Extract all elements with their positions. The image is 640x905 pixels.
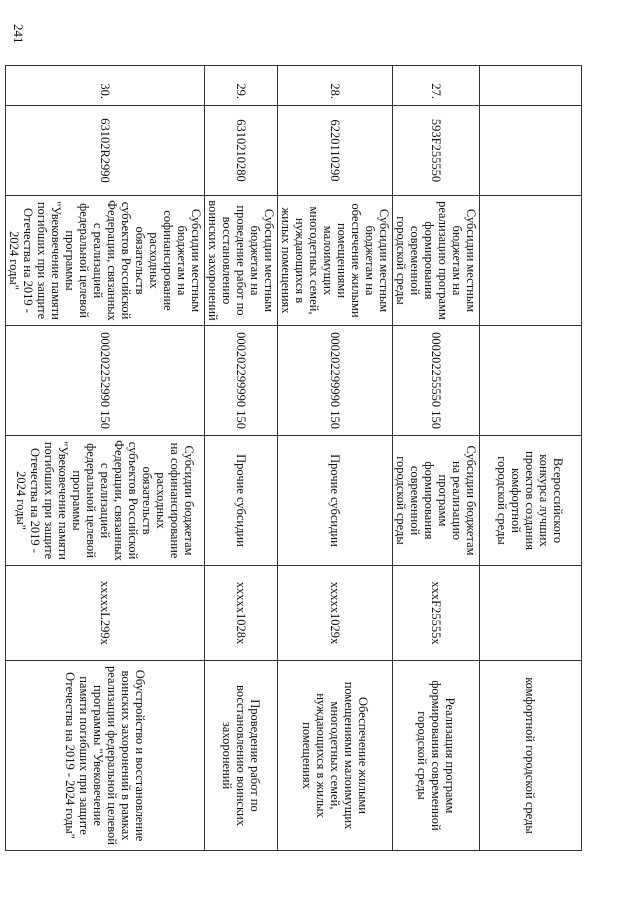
cell-target-code [480,566,582,661]
table-row [205,66,278,851]
cell-kbk: 000202299990 150 [205,326,278,436]
rotated-table-frame [7,65,582,850]
cell-kbk: 000202299990 150 [278,326,393,436]
cell-num [480,66,582,106]
page-number [0,24,26,44]
cell-name: Субсидии местным бюджетам на обеспечение жилыми помещениями малоимущих многодетных семей, нуждающихся в жилых помещениях [278,196,393,326]
cell-num: 28. [278,66,393,106]
cell-code: 63102R2990 [6,106,205,196]
cell-direction: Проведение работ по восстановлению воинских захоронений [205,661,278,851]
cell-direction: Обеспечение жилыми помещениями малоимущих многодетных семей, нуждающихся в жилых помещениях [278,661,393,851]
cell-num: 29. [205,66,278,106]
cell-direction: Обустройство и восстановление воинских захоронений в рамках реализации федеральной целевой программы "Увековечение памяти погибших при защите Отечества на 2019 - 2024 годы" [6,661,205,851]
cell-name: Субсидии местным бюджетам на реализацию программ формирования современной городской среды [393,196,480,326]
table-row [6,66,205,851]
cell-code: 593F255550 [393,106,480,196]
cell-name: Субсидии местным бюджетам на проведение работ по восстановлению воинских захоронений [205,196,278,326]
subsidies-table-container [7,65,582,850]
cell-name [480,196,582,326]
cell-target-code: xxxxxL299x [6,566,205,661]
table-row-continuation [480,66,582,851]
cell-code: 6310210280 [205,106,278,196]
subsidies-table [5,65,582,851]
cell-direction: комфортной городской среды [480,661,582,851]
cell-num: 27. [393,66,480,106]
cell-federal-name: Субсидии бюджетам на софинансирование расходных обязательств субъектов Российской Федерации, связанных с реализацией федеральной целевой программы "Увековечение памяти погибших при защите Отечества на 2019 - 2024 годы" [6,436,205,566]
cell-federal-name: Всероссийского конкурса лучших проектов создания комфортной городской среды [480,436,582,566]
table-row [393,66,480,851]
cell-direction: Реализация программ формирования современной городской среды [393,661,480,851]
page-number-text: 241 [11,24,26,44]
cell-code: 6220110290 [278,106,393,196]
cell-federal-name: Субсидии бюджетам на реализацию программ формирования современной городской среды [393,436,480,566]
cell-federal-name: Прочие субсидии [205,436,278,566]
cell-federal-name: Прочие субсидии [278,436,393,566]
table-row [278,66,393,851]
cell-num: 30. [6,66,205,106]
cell-kbk [480,326,582,436]
cell-target-code: xxxF25555x [393,566,480,661]
cell-kbk: 000202252990 150 [6,326,205,436]
cell-target-code: xxxxx1029x [278,566,393,661]
cell-kbk: 000202255550 150 [393,326,480,436]
cell-name: Субсидии местным бюджетам на софинансирование расходных обязательств субъектов Российской Федерации, связанных с реализацией федеральной целевой программы "Увековечение памяти погибших при защите Отечества на 2019 - 2024 годы" [6,196,205,326]
cell-target-code: xxxxx1028x [205,566,278,661]
cell-code [480,106,582,196]
